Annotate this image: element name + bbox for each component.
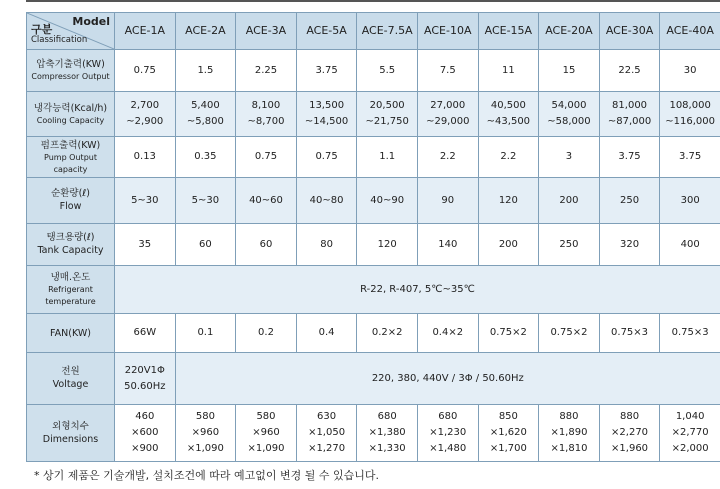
fan-label-ko: FAN(KW) (50, 327, 91, 339)
compressor-value: 30 (660, 50, 720, 92)
dimensions-value-line: ×1,810 (550, 443, 588, 454)
pump-value: 0.13 (115, 137, 176, 178)
flow-value: 200 (539, 178, 600, 224)
dimensions-value-line: ×2,270 (611, 427, 649, 438)
tank-row-label (27, 224, 115, 266)
flow-label-en: Flow (59, 201, 82, 212)
cooling-row-label (27, 92, 115, 137)
refrigerant-value: R-22, R-407, 5℃~35℃ (115, 266, 720, 314)
pump-value: 0.75 (236, 137, 297, 178)
dimensions-value-line: ×960 (191, 427, 220, 438)
tank-label-en: Tank Capacity (37, 245, 104, 256)
tank-value: 60 (175, 224, 236, 266)
dimensions-label-ko: 외형치수 (52, 420, 89, 432)
cooling-value-line: ~43,500 (486, 116, 531, 127)
dimensions-value-line: 880 (620, 411, 640, 422)
dimensions-value (236, 405, 297, 462)
model-header: ACE-15A (478, 13, 539, 50)
pump-row-label (27, 137, 115, 178)
cooling-value (296, 92, 357, 137)
dimensions-value-line: ×1,620 (489, 427, 527, 438)
pump-value: 0.75 (296, 137, 357, 178)
fan-value: 0.75×2 (478, 314, 539, 353)
tank-value: 250 (539, 224, 600, 266)
header-row (27, 13, 720, 50)
pump-value: 3 (539, 137, 600, 178)
dimensions-value-line: ×900 (131, 443, 159, 454)
fan-value: 0.1 (175, 314, 236, 353)
flow-value: 250 (599, 178, 660, 224)
tank-value: 35 (115, 224, 176, 266)
cooling-value (236, 92, 297, 137)
dimensions-value-line: ×1,330 (368, 443, 406, 454)
compressor-value: 11 (478, 50, 539, 92)
compressor-value: 2.25 (236, 50, 297, 92)
model-header: ACE-7.5A (357, 13, 418, 50)
dimensions-value-line: 680 (438, 411, 458, 422)
compressor-label-en: Compressor Output (31, 72, 110, 81)
compressor-value: 3.75 (296, 50, 357, 92)
classification-model-cell (27, 13, 115, 50)
flow-value: 120 (478, 178, 539, 224)
voltage-first-value (115, 353, 176, 405)
voltage-value: 220, 380, 440V / 3Φ / 50.60Hz (175, 353, 720, 405)
dimensions-value-line: ×960 (252, 427, 280, 438)
compressor-value: 15 (539, 50, 600, 92)
pump-row (27, 137, 720, 178)
model-header: ACE-10A (417, 13, 478, 50)
dimensions-label-en: Dimensions (42, 433, 99, 445)
tank-value: 60 (236, 224, 297, 266)
flow-value: 40~90 (357, 178, 418, 224)
fan-value: 0.4 (296, 314, 357, 353)
dimensions-value-line: ×2,000 (671, 443, 709, 454)
pump-label-ko: 펌프출력(KW) (40, 139, 101, 151)
voltage-value-line: 220V1Φ (124, 364, 165, 376)
model-label: Model (72, 15, 110, 28)
voltage-value-line: 50.60Hz (124, 380, 166, 392)
pump-value: 1.1 (357, 137, 418, 178)
flow-value: 40~80 (296, 178, 357, 224)
cooling-value-line: 13,500 (309, 100, 345, 111)
dimensions-value (599, 405, 660, 462)
refrigerant-row (27, 266, 720, 314)
cooling-value-line: ~29,000 (426, 116, 470, 127)
cooling-value-line: 20,500 (369, 100, 405, 111)
compressor-value: 7.5 (417, 50, 478, 92)
fan-row-label (27, 314, 115, 353)
dimensions-value-line: ×1,480 (429, 443, 467, 454)
dimensions-value (175, 405, 236, 462)
tank-label-ko: 탱크용량(ℓ) (46, 232, 95, 243)
dimensions-value-line: ×1,090 (186, 443, 224, 454)
flow-row-label (27, 178, 115, 224)
dimensions-value-line: ×2,770 (671, 427, 709, 438)
cooling-value-line: 8,100 (251, 100, 281, 111)
cooling-row (27, 92, 720, 137)
fan-value: 0.75×2 (539, 314, 600, 353)
tank-value: 320 (599, 224, 660, 266)
model-header: ACE-20A (539, 13, 600, 50)
fan-value: 0.4×2 (417, 314, 478, 353)
classification-label (31, 24, 87, 46)
tank-value: 400 (660, 224, 720, 266)
flow-label-ko: 순환량(ℓ) (51, 188, 90, 199)
tank-value: 80 (296, 224, 357, 266)
compressor-value: 5.5 (357, 50, 418, 92)
cooling-value-line: ~116,000 (665, 116, 715, 127)
pump-value: 0.35 (175, 137, 236, 178)
dimensions-value (539, 405, 600, 462)
cooling-value-line: ~87,000 (607, 116, 652, 127)
voltage-row-label (27, 353, 115, 405)
model-header: ACE-2A (175, 13, 236, 50)
dimensions-value-line: 850 (498, 411, 518, 422)
dimensions-value (478, 405, 539, 462)
voltage-label-en: Voltage (52, 379, 89, 390)
dimensions-value-line: 460 (135, 411, 155, 422)
tank-value: 120 (357, 224, 418, 266)
pump-value: 3.75 (660, 137, 720, 178)
dimensions-value (417, 405, 478, 462)
dimensions-value-line: 630 (317, 411, 337, 422)
model-header: ACE-40A (660, 13, 720, 50)
flow-value: 300 (660, 178, 720, 224)
cooling-value (660, 92, 720, 137)
top-rule (26, 0, 720, 2)
cooling-value-line: 27,000 (430, 100, 466, 111)
dimensions-value (296, 405, 357, 462)
cooling-value-line: 108,000 (669, 100, 711, 111)
tank-value: 200 (478, 224, 539, 266)
cooling-value-line: 2,700 (130, 100, 160, 111)
classification-ko: 구분 (31, 23, 53, 36)
dimensions-row-label (27, 405, 115, 462)
cooling-value-line: 54,000 (551, 100, 587, 111)
flow-row (27, 178, 720, 224)
cooling-value (175, 92, 236, 137)
dimensions-value-line: ×1,890 (550, 427, 588, 438)
dimensions-value-line: 580 (195, 411, 215, 422)
dimensions-value (115, 405, 176, 462)
cooling-label-en: Cooling Capacity (36, 115, 105, 125)
flow-value: 5~30 (175, 178, 236, 224)
model-header: ACE-5A (296, 13, 357, 50)
dimensions-value-line: 880 (559, 411, 579, 422)
model-header: ACE-1A (115, 13, 176, 50)
cooling-value (417, 92, 478, 137)
refrigerant-label-ko: 냉매.온도 (50, 272, 91, 283)
cooling-value (357, 92, 418, 137)
classification-en: Classification (31, 35, 88, 45)
cooling-value (478, 92, 539, 137)
dimensions-value (660, 405, 720, 462)
cooling-label-ko: 냉각능력(Kcal/h) (33, 102, 108, 114)
cooling-value-line: 81,000 (612, 100, 648, 111)
dimensions-value-line: ×1,230 (429, 427, 467, 438)
compressor-row (27, 50, 720, 92)
footnote: * 상기 제품은 기술개발, 설치조건에 따라 예고없이 변경 될 수 있습니다. (34, 469, 379, 482)
flow-value: 5~30 (115, 178, 176, 224)
refrigerant-row-label (27, 266, 115, 314)
compressor-value: 0.75 (115, 50, 176, 92)
cooling-value-line: ~14,500 (304, 116, 349, 127)
compressor-value: 22.5 (599, 50, 660, 92)
cooling-value-line: ~5,800 (186, 116, 224, 127)
voltage-row (27, 353, 720, 405)
dimensions-value-line: ×1,960 (611, 443, 649, 454)
compressor-label-ko: 압축기출력(KW) (36, 59, 105, 70)
dimensions-value-line: ×1,050 (308, 427, 346, 438)
model-header: ACE-3A (236, 13, 297, 50)
fan-value: 66W (115, 314, 176, 353)
refrigerant-label-en: Refrigerant temperature (45, 285, 96, 306)
cooling-value (599, 92, 660, 137)
compressor-row-label (27, 50, 115, 92)
cooling-value (115, 92, 176, 137)
dimensions-value-line: ×600 (131, 427, 159, 438)
dimensions-value-line: ×1,380 (368, 427, 406, 438)
fan-value: 0.75×3 (660, 314, 720, 353)
cooling-value-line: ~21,750 (365, 116, 409, 127)
cooling-value-line: ~58,000 (547, 116, 591, 127)
fan-row (27, 314, 720, 353)
dimensions-row (27, 405, 720, 462)
tank-row (27, 224, 720, 266)
dimensions-value-line: 680 (377, 411, 397, 422)
pump-value: 2.2 (417, 137, 478, 178)
compressor-value: 1.5 (175, 50, 236, 92)
dimensions-value-line: 580 (256, 411, 276, 422)
dimensions-value (357, 405, 418, 462)
cooling-value (539, 92, 600, 137)
fan-value: 0.2×2 (357, 314, 418, 353)
pump-value: 2.2 (478, 137, 539, 178)
dimensions-value-line: ×1,090 (247, 443, 285, 454)
voltage-label-ko: 전원 (61, 366, 80, 377)
fan-value: 0.2 (236, 314, 297, 353)
flow-value: 40~60 (236, 178, 297, 224)
dimensions-value-line: 1,040 (675, 411, 705, 422)
flow-value: 90 (417, 178, 478, 224)
dimensions-value-line: ×1,270 (308, 443, 346, 454)
dimensions-value-line: ×1,700 (489, 443, 527, 454)
spec-table (26, 12, 720, 462)
tank-value: 140 (417, 224, 478, 266)
cooling-value-line: ~8,700 (247, 116, 285, 127)
pump-value: 3.75 (599, 137, 660, 178)
cooling-value-line: 40,500 (490, 100, 526, 111)
pump-label-en: Pump Output capacity (44, 152, 97, 174)
fan-value: 0.75×3 (599, 314, 660, 353)
cooling-value-line: ~2,900 (126, 116, 164, 127)
cooling-value-line: 5,400 (191, 100, 220, 111)
model-header: ACE-30A (599, 13, 660, 50)
